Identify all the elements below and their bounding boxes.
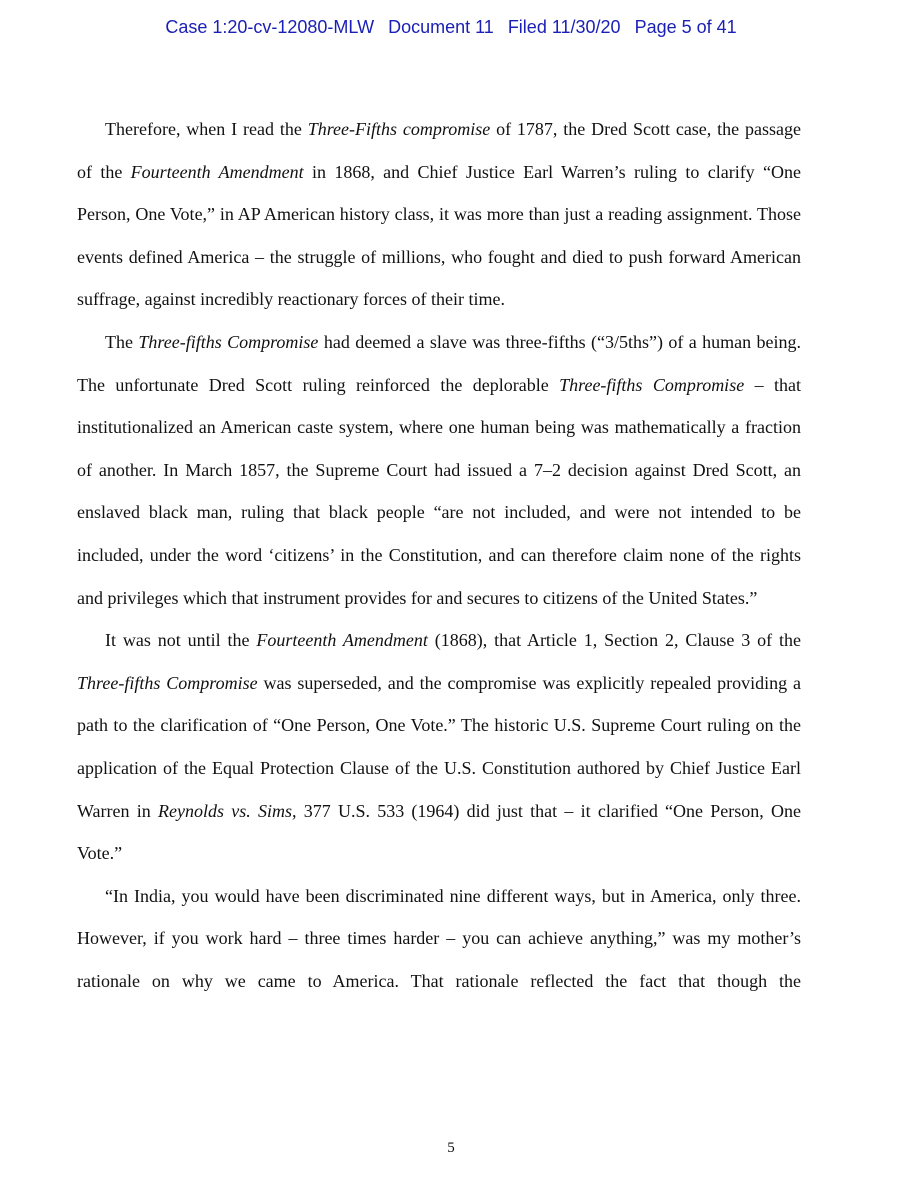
italic-term: Three-Fifths compromise [307,119,491,139]
italic-term: Fourteenth Amendment [130,161,304,182]
text-run: The [105,331,139,352]
italic-term: Reynolds vs. Sims, [158,800,297,821]
italic-term: Three-fifths Compromise [138,331,319,352]
header-case-number: Case 1:20-cv-12080-MLW [165,17,375,37]
header-document-number: Document 11 [388,17,494,37]
text-run: was superseded, and the compromise was explicitly repealed providing a path to the clarification of “One Person, One Vote.” The historic U.S. Supreme Court ruling on the application of the Equal Protection Clause of the U.S. Constitution authored by Chief Justice Earl Warren in [77,672,801,821]
italic-term: Fourteenth Amendment [256,630,428,651]
text-run: It was not until the [105,630,257,651]
paragraph [77,321,801,619]
italic-term: Three-fifths Compromise [77,672,258,693]
page-number: 5 [447,1140,455,1156]
text-run: Therefore, when I read the [105,119,308,139]
text-run: “In India, you would have been discriminated nine different ways, but in America, only three. However, if you work hard – three times harder – you can achieve anything,” was my mother’s rationale on why we came to America. That rationale reflected the fact that though the [77,885,801,991]
text-run: of 1787, the Dred Scott case, the passage of the [77,119,801,182]
header-filed-date: Filed 11/30/20 [507,17,621,37]
paragraph [77,875,801,1003]
paragraph [77,619,801,875]
text-run: (1868), that Article 1, Section 2, Clause 3 of the [427,630,801,651]
court-filing-header [0,17,902,38]
header-page-count: Page 5 of 41 [634,17,737,37]
text-run: had deemed a slave was three-fifths (“3/5ths”) of a human being. The unfortunate Dred Scott ruling reinforced the deplorable [77,331,802,395]
document-body [77,108,801,1002]
text-run: – that institutionalized an American caste system, where one human being was mathematically a fraction of another. In March 1857, the Supreme Court had issued a 7–2 decision against Dred Scott, an enslaved black man, ruling that black people “are not included, and were not intended to be included, under the word ‘citizens’ in the Constitution, and can therefore claim none of the rights and privileges which that instrument provides for and secures to citizens of the United States.” [77,374,801,608]
italic-term: Three-fifths Compromise [559,374,745,395]
text-run: in 1868, and Chief Justice Earl Warren’s ruling to clarify “One Person, One Vote,” in AP American history class, it was more than just a reading assignment. Those events defined America – the struggle of millions, who fought and died to push forward American suffrage, against incredibly reactionary forces of their time. [77,161,802,310]
paragraph [77,108,801,321]
text-run: 377 U.S. 533 (1964) did just that – it clarified “One Person, One Vote.” [77,800,801,864]
